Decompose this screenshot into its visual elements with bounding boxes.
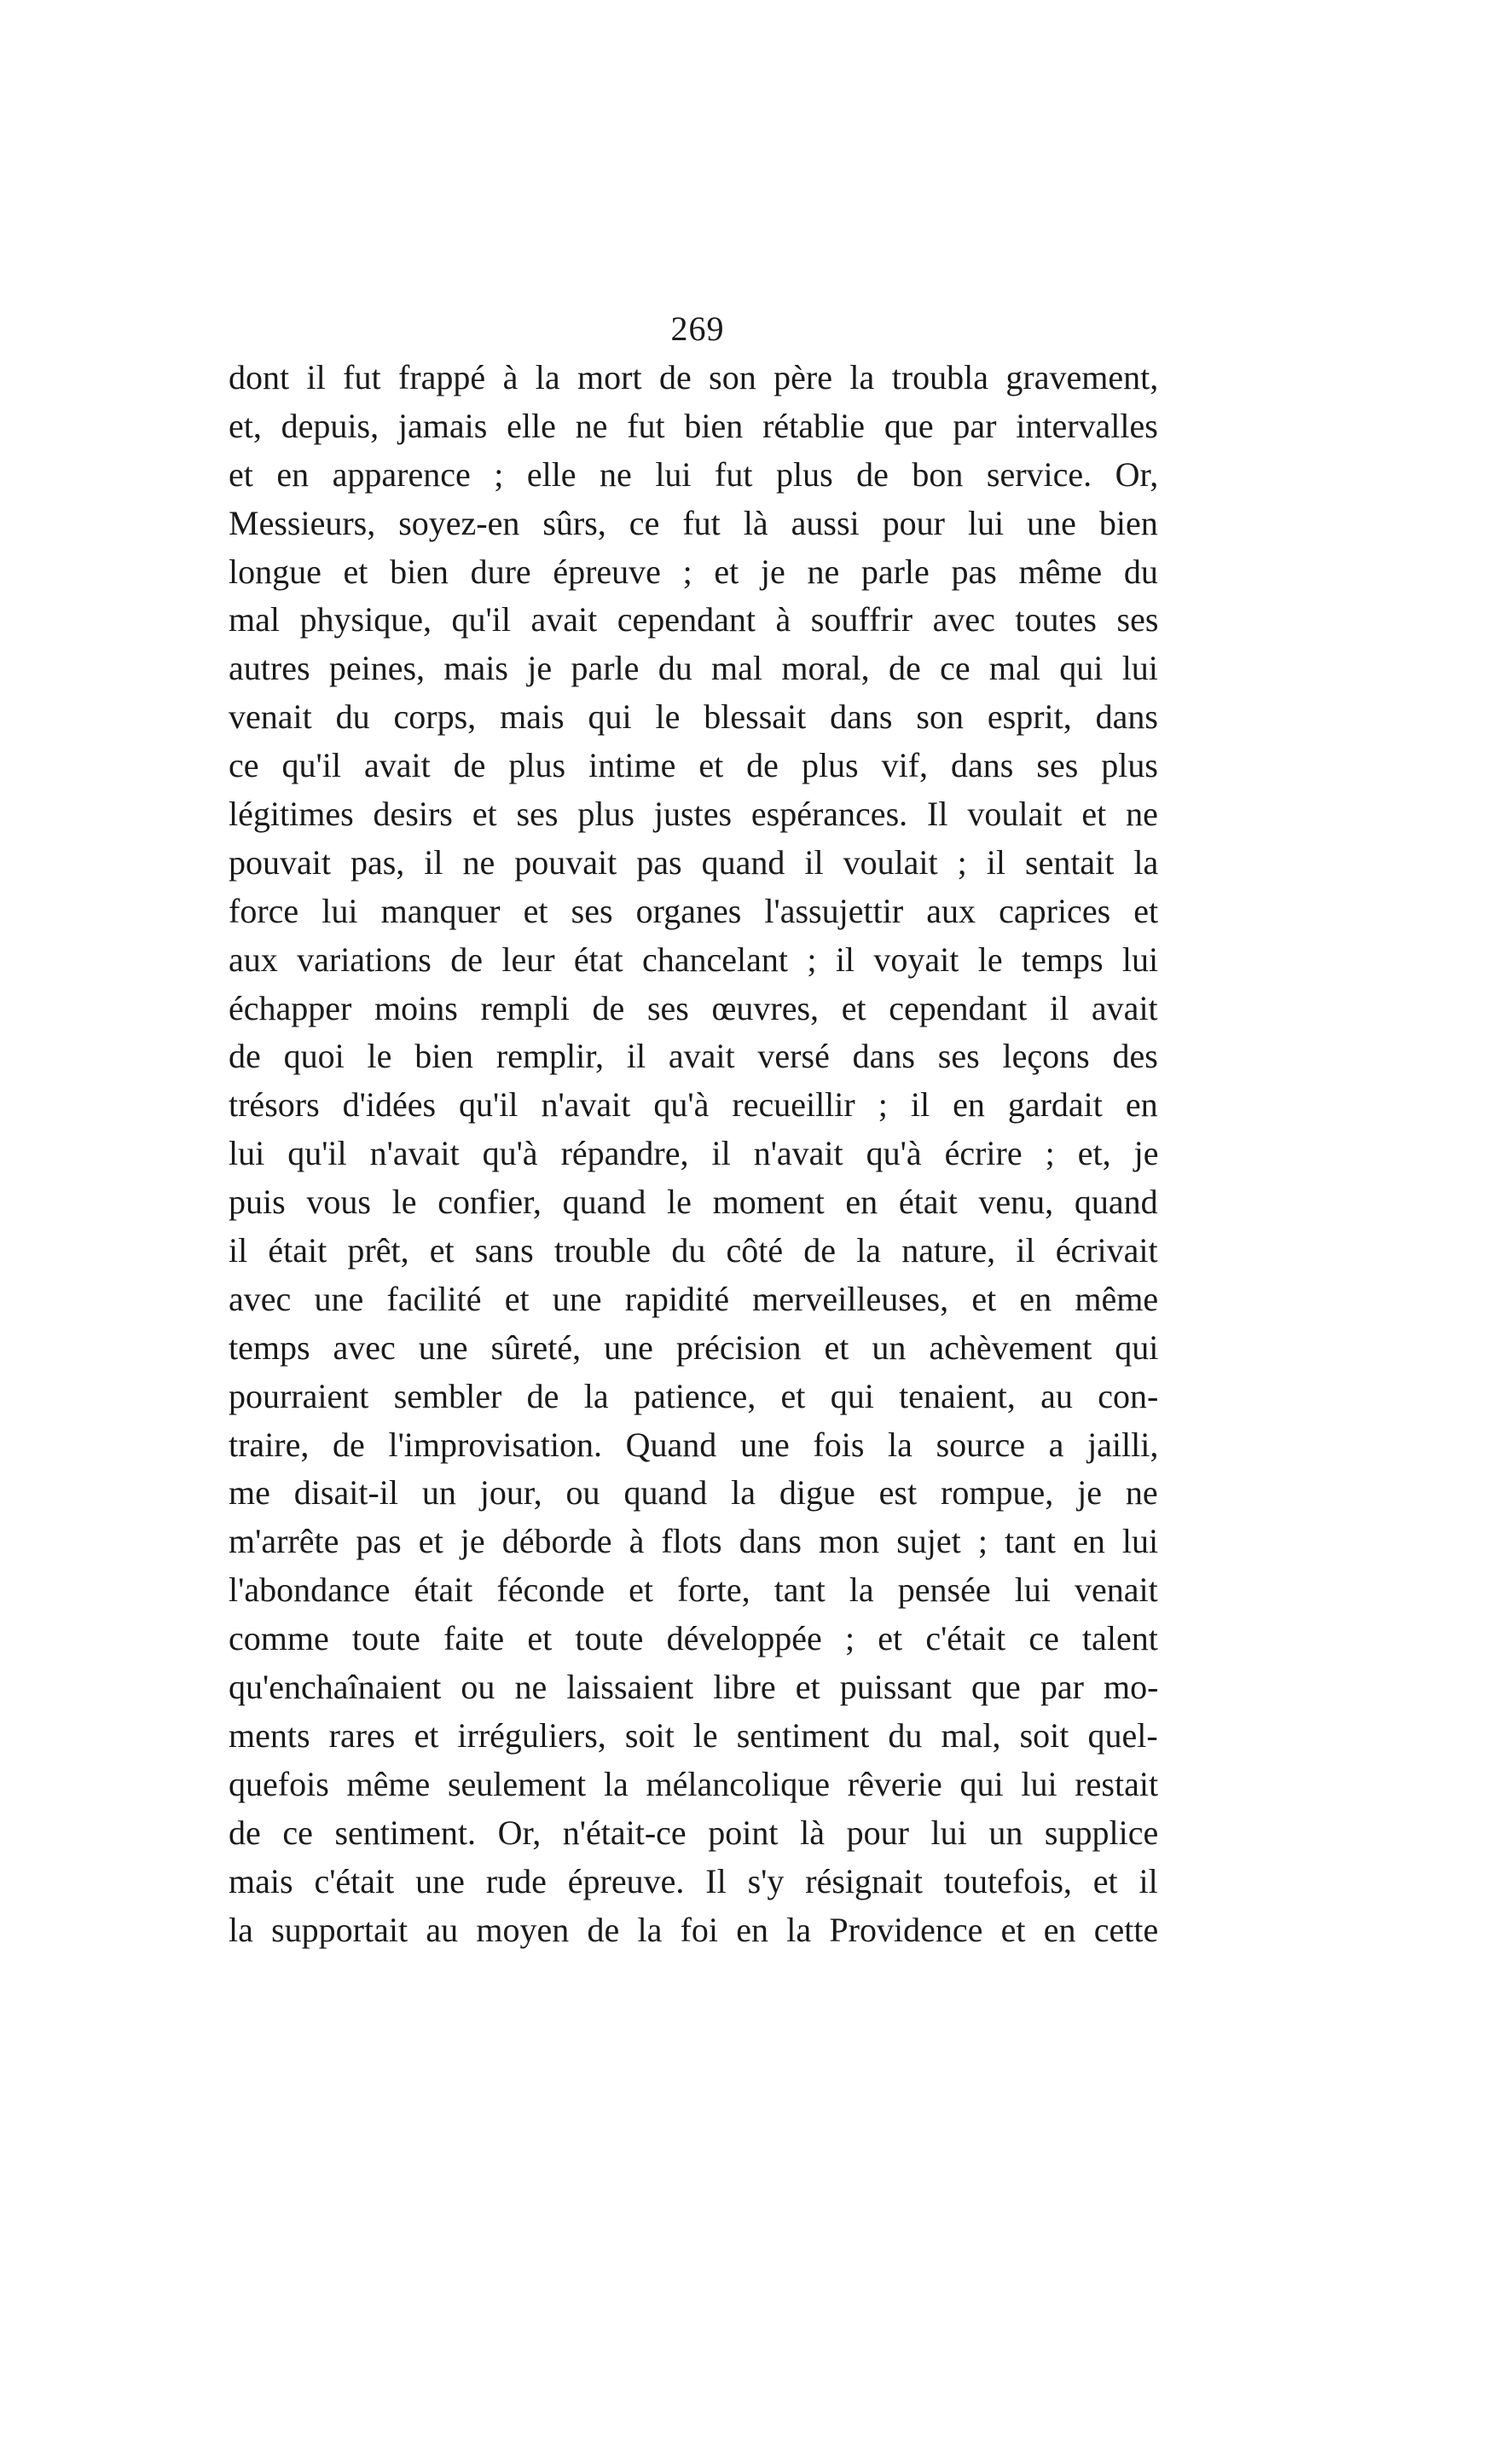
text-line: et en apparence ; elle ne lui fut plus de bon service. Or,: [229, 454, 1159, 494]
text-line: mais c'était une rude épreuve. Il s'y résignait toutefois, et il: [229, 1861, 1158, 1900]
body-text: [229, 354, 1158, 1954]
text-line: me disait-il un jour, ou quand la digue est rompue, je ne: [229, 1473, 1158, 1513]
text-line: échapper moins rempli de ses œuvres, et cependant il avait: [229, 988, 1158, 1027]
text-line: Messieurs, soyez-en sûrs, ce fut là aussi pour lui une bien: [229, 503, 1158, 542]
page-number: 269: [670, 309, 725, 348]
text-line: ce qu'il avait de plus intime et de plus vif, dans ses plus: [229, 746, 1158, 785]
text-line: force lui manquer et ses organes l'assujettir aux caprices et: [229, 891, 1159, 930]
text-line: mal physique, qu'il avait cependant à souffrir avec toutes ses: [229, 600, 1159, 639]
text-line: il était prêt, et sans trouble du côté de la nature, il écrivait: [229, 1231, 1158, 1270]
text-line: aux variations de leur état chancelant ; il voyait le temps lui: [229, 940, 1159, 979]
text-line: longue et bien dure épreuve ; et je ne parle pas même du: [229, 552, 1158, 591]
text-line: l'abondance était féconde et forte, tant la pensée lui venait: [229, 1570, 1158, 1610]
text-line: dont il fut frappé à la mort de son père la troubla gravement,: [229, 358, 1159, 396]
text-line: m'arrête pas et je déborde à flots dans mon sujet ; tant en lui: [229, 1522, 1159, 1561]
text-line: venait du corps, mais qui le blessait dans son esprit, dans: [229, 697, 1158, 737]
text-line: de quoi le bien remplir, il avait versé dans ses leçons des: [229, 1037, 1158, 1076]
text-line: puis vous le confier, quand le moment en était venu, quand: [229, 1183, 1158, 1222]
text-line: autres peines, mais je parle du mal moral, de ce mal qui lui: [229, 649, 1158, 688]
text-line: avec une facilité et une rapidité merveilleuses, et en même: [229, 1279, 1159, 1318]
text-line: trésors d'idées qu'il n'avait qu'à recueillir ; il en gardait en: [229, 1085, 1158, 1125]
text-line: de ce sentiment. Or, n'était-ce point là pour lui un supplice: [229, 1813, 1159, 1852]
text-line: pourraient sembler de la patience, et qui tenaient, au con-: [229, 1376, 1159, 1415]
text-line: quefois même seulement la mélancolique rêverie qui lui restait: [229, 1764, 1159, 1803]
text-line: la supportait au moyen de la foi en la Providence et en cette: [229, 1910, 1159, 1949]
text-line: pouvait pas, il ne pouvait pas quand il voulait ; il sentait la: [229, 842, 1159, 882]
text-line: comme toute faite et toute développée ; et c'était ce talent: [229, 1619, 1158, 1658]
text-line: qu'enchaînaient ou ne laissaient libre et puissant que par mo-: [229, 1668, 1159, 1707]
text-line: traire, de l'improvisation. Quand une fois la source a jailli,: [229, 1425, 1159, 1464]
text-line: temps avec une sûreté, une précision et un achèvement qui: [229, 1327, 1159, 1367]
text-line: légitimes desirs et ses plus justes espérances. Il voulait et ne: [229, 795, 1158, 834]
text-line: ments rares et irréguliers, soit le sentiment du mal, soit quel-: [229, 1715, 1158, 1755]
text-line: lui qu'il n'avait qu'à répandre, il n'avait qu'à écrire ; et, je: [229, 1134, 1159, 1173]
text-line: et, depuis, jamais elle ne fut bien rétablie que par intervalles: [229, 406, 1158, 445]
